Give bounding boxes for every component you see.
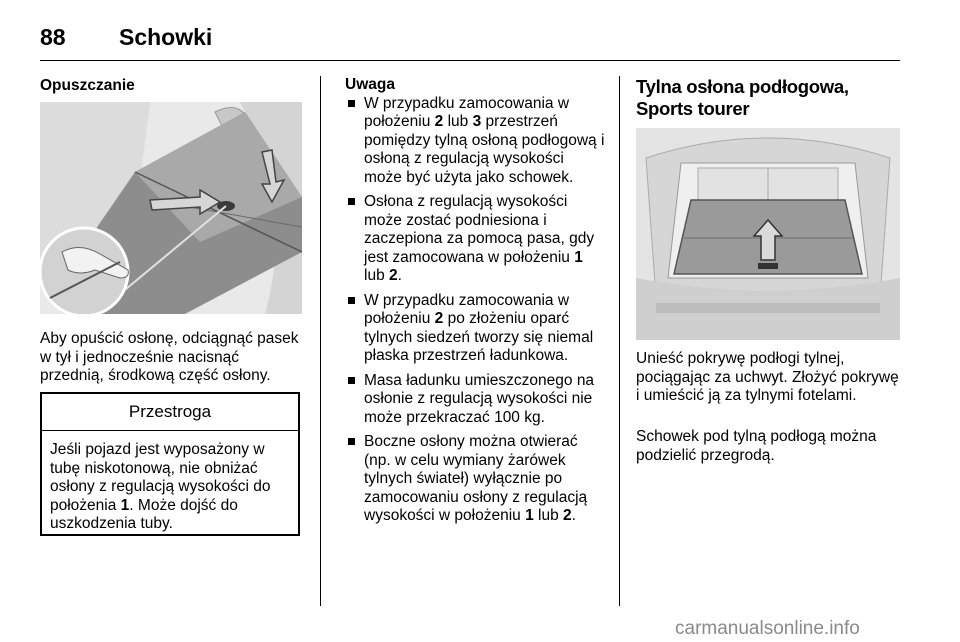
position-number: 2 <box>389 267 398 284</box>
cover-lowering-illustration <box>40 102 302 314</box>
bullet-icon <box>348 438 355 445</box>
position-number: 2 <box>434 310 444 327</box>
note-text: po złożeniu oparć tylnych siedzeń tworzy się niemal płaska przestrzeń ładunkowa. <box>364 310 594 364</box>
note-list <box>345 95 605 526</box>
bullet-icon <box>348 100 355 107</box>
section-heading-rear-floor: Tylna osłona podłogowa, Sports tourer <box>636 76 849 119</box>
page-header <box>40 14 900 54</box>
bullet-icon <box>348 377 355 384</box>
watermark: carmanualsonline.info <box>675 618 860 639</box>
note-item <box>345 193 605 286</box>
note-text: lub <box>443 113 473 130</box>
subheading-lowering: Opuszczanie <box>40 77 135 94</box>
caution-title: Przestroga <box>42 394 298 431</box>
note-item <box>345 433 605 526</box>
note-text: Boczne osłony można otwierać (np. w celu wymiany żarówek tylnych świateł) wyłącznie po zamocowaniu osłony z regulacją wysokości w położeniu <box>364 433 588 524</box>
note-item <box>345 95 605 188</box>
position-number: 2 <box>434 113 444 130</box>
caution-text <box>42 431 298 534</box>
position-number: 3 <box>472 113 482 130</box>
note-text: lub <box>533 507 564 524</box>
caution-box <box>40 392 300 536</box>
section-title: Schowki <box>119 24 213 50</box>
column-rear-floor-cover <box>636 76 900 464</box>
caution-text-part: Jeśli pojazd jest wyposażony w tubę niskotonową, nie obniżać osłony z regulacją wysokości do położenia <box>50 441 271 514</box>
rear-floor-instructions: Unieść pokrywę podłogi tylnej, pociągając za uchwyt. Złożyć pokrywę i umieścić ją za tylnymi fotelami. <box>636 350 899 404</box>
page-number: 88 <box>40 24 66 50</box>
header-rule <box>40 60 900 61</box>
note-text: . <box>571 507 576 524</box>
column-note <box>345 76 605 532</box>
column-divider <box>320 76 321 606</box>
bullet-icon <box>348 297 355 304</box>
position-number: 1 <box>574 248 583 266</box>
note-heading: Uwaga <box>345 76 395 93</box>
note-text: Osłona z regulacją wysokości może zostać podniesiona i zaczepiona za pomocą pasa, gdy jest zamocowana w położeniu <box>364 193 595 266</box>
note-item <box>345 372 605 428</box>
lowering-instructions: Aby opuścić osłonę, odciągnąć pasek w tył i jednocześnie nacisnąć przednią, środkową część osłony. <box>40 330 299 384</box>
note-text: przestrzeń pomiędzy tylną osłoną podłogową i osłoną z regulacją wysokości może być użyta jako schowek. <box>364 113 605 186</box>
compartment-divider-note: Schowek pod tylną podłogą można podzielić przegrodą. <box>636 428 877 464</box>
note-text: . <box>397 267 402 284</box>
note-text: lub <box>364 267 389 284</box>
position-number: 1 <box>120 496 130 514</box>
note-text: W przypadku zamocowania w położeniu <box>364 94 570 130</box>
note-item <box>345 292 605 366</box>
rear-floor-cover-illustration <box>636 128 900 340</box>
column-lowering <box>40 76 302 532</box>
position-number: 1 <box>525 507 534 524</box>
note-text: W przypadku zamocowania w położeniu <box>364 291 570 327</box>
column-divider <box>619 76 620 606</box>
position-number: 2 <box>563 507 572 524</box>
caution-text-part: . Może dojść do uszkodzenia tuby. <box>50 496 238 532</box>
bullet-icon <box>348 198 355 205</box>
note-text: Masa ładunku umieszczonego na osłonie z regulacją wysokości nie może przekraczać 100 kg. <box>364 371 595 426</box>
